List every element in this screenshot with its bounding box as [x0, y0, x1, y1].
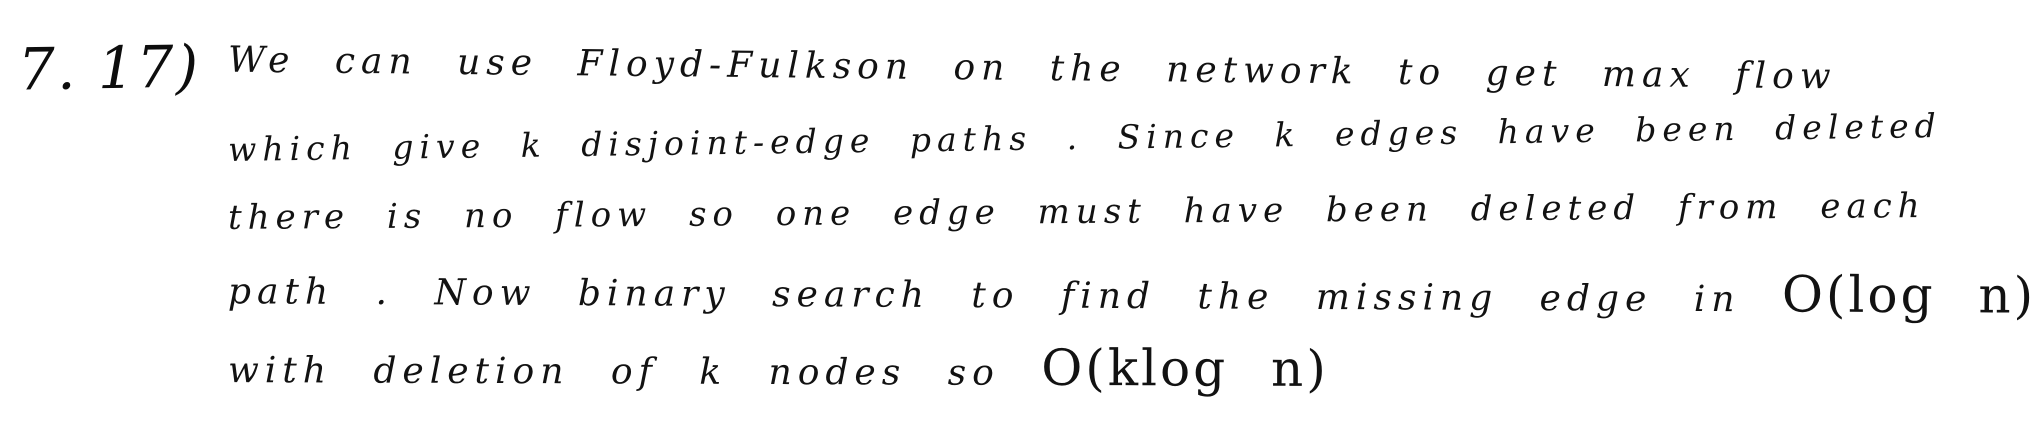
answer-line-1: We can use Floyd-Fulkson on the network to get max flow	[227, 39, 1837, 98]
binary-search-complexity: O(log n)	[1781, 265, 2036, 325]
total-complexity: O(klog n)	[1041, 338, 1329, 398]
answer-line-4-text: path . Now binary search to find the missing edge in	[227, 271, 1741, 321]
answer-line-5-text: with deletion of k nodes so	[227, 350, 1000, 394]
answer-line-3: there is no flow so one edge must have been deleted from each	[227, 186, 1926, 238]
answer-line-5	[228, 336, 1329, 398]
answer-line-4	[228, 257, 2036, 324]
answer-line-2: which give k disjoint-edge paths . Since k edges have been deleted	[227, 106, 1943, 169]
problem-number: 7. 17)	[17, 32, 201, 104]
